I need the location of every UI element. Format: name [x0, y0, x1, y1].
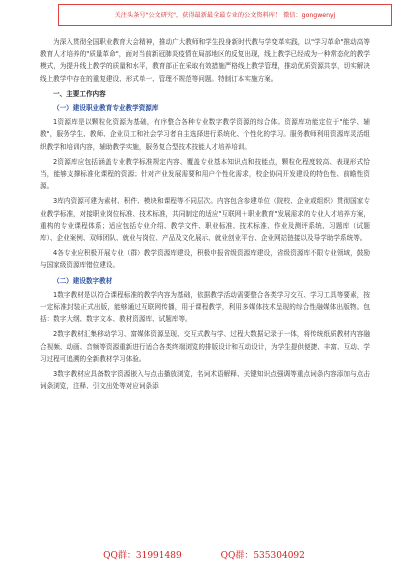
document-body	[40, 36, 370, 395]
paragraph-textbook-3: 3数字教材应具备数字资源嵌入与点击播放浏览，名词术语解释、关键知识点强调等重点词条内容添加与点击词条浏览，注释、引文出处等对应词条添	[40, 370, 370, 391]
section-heading-main-tasks: 一、主要工作内容	[53, 89, 106, 98]
subsection-heading-resource-library: （一）建设职业教育专业教学资源库	[53, 104, 159, 113]
footer-qq-group-1: QQ群：31991489	[103, 551, 182, 561]
paragraph-resource-2: 2资源库应包括涵盖专业教学标准规定内容、覆盖专业基本知识点和技能点，颗粒化程度较高、表现形式恰当，能够支撑标准化课程的资源；针对产业发展需要和用户个性化需求，校企协同开发建设的特色性、前瞻性资源。	[40, 157, 370, 191]
header-banner: 关注头条号"公文研究"，获得最新最全最专业的公文资料库！ 微信：gongwenyj	[58, 4, 392, 26]
paragraph-textbook-1: 1数字教材是以符合课程标准的教学内容为基础，依据教学活动需要整合各类学习交互、学习工具等要素，按一定标准封装正式出版，能够通过互联网传播，用于课程教学，利用多媒体技术呈现的综合性融媒体出版物。包括：数字大纲、数字文本、教材资源库、试题库等。	[40, 290, 370, 324]
subsection-heading-digital-textbooks: （二）建设数字教材	[53, 276, 113, 285]
footer-qq-group-2: QQ群：535304092	[220, 551, 305, 561]
paragraph-resource-4: 4各专业应积极开展专业（群）教学资源库建设，积极申报省级资源库建设，省级资源库不限专业领域，鼓励与国家级资源库错位建设。	[40, 249, 370, 270]
paragraph-resource-3: 3库内资源可建为素材、积件、模块和课程等不同层次。内容包含参建单位（院校、企业或组织）贯彻国家专业教学标准，对接职业岗位标准、技术标准，共同制定的适应"互联网＋职业教育"发展需求的专业人才培养方案，重构的专业课程体系；适应包括专业介绍、教学文件、职业标准、技术标准、作业及测评系统、习题库（试题库）、企业案例、双师团队、就业与岗位、产品及文化展示、就业创业平台、企业网站链接以及导学助学系统等。	[40, 197, 370, 243]
paragraph-textbook-2: 2数字教材汇集移动学习、富媒体资源呈现、交互式教与学、过程大数据记录于一体，将传统纸质教材内容融合视频、动画、音频等资源重新进行适合各类终端浏览的排版设计和互动设计，为学生提供便捷、丰富、互动、学习过程可追溯的全新教材学习体验。	[40, 330, 370, 363]
intro-paragraph: 为深入贯彻全国职业教育大会精神，推动广大教师和学生投身新时代教与学变革实践，以"学习革命"推动高等教育人才培养的"质量革命"，面对当前新冠肺炎疫情在局部地区的反复出现，线上教学已经成为一种常态化的教学模式，为提升线上教学的质量和水平，教育部正在采取有效措施严格线上教学管理，推动优质资源共享，切实解决线上教学中存在的重复建设、形式单一、管理不规范等问题。特制订本实施方案。	[40, 38, 370, 83]
paragraph-resource-1: 1资源库是以颗粒化资源为基础，有序整合各种专业数字教学资源的综合体。资源库功能定位于"能学、辅教"，服务学生、教师、企业员工和社会学习者自主选择进行系统化、个性化的学习。服务教师利用资源库灵活组织教学和培训内容，辅助教学实施，服务复合型技术技能人才培养培训。	[40, 118, 370, 151]
footer-contact	[0, 546, 408, 566]
